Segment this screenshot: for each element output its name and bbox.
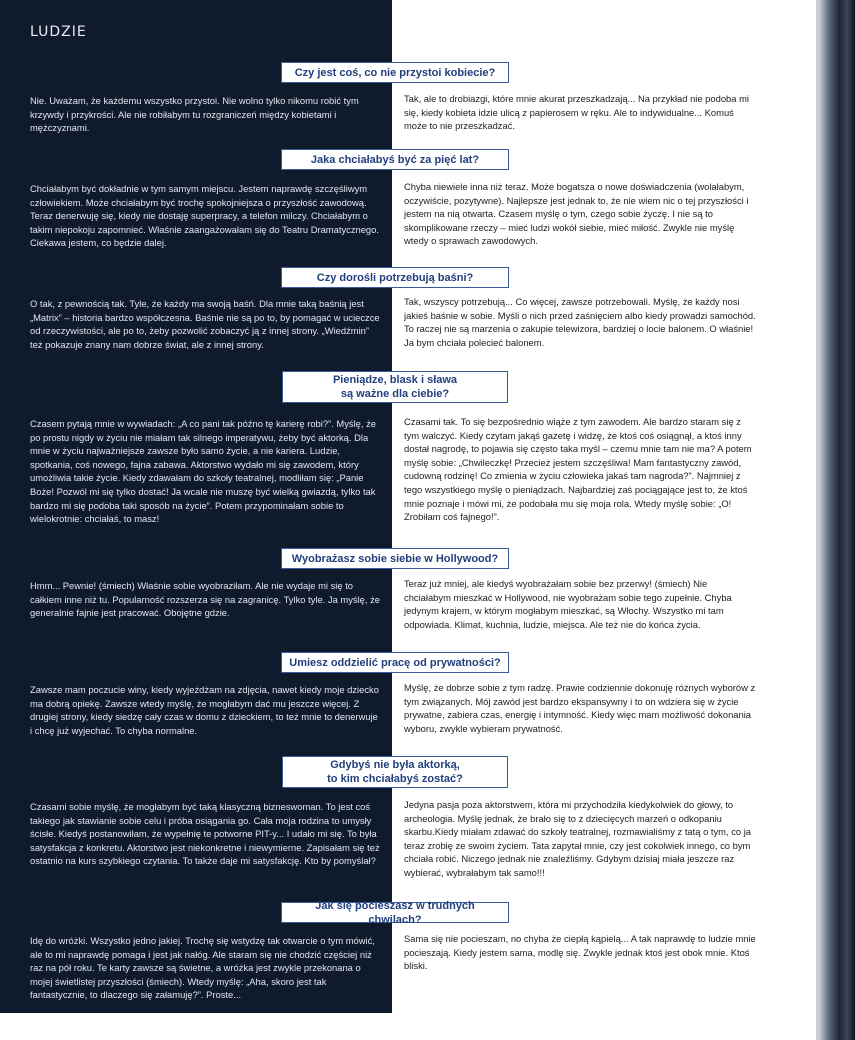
question-4-line-1: Pieniądze, blask i sława xyxy=(332,374,458,386)
question-1-line-1: Czy jest coś, co nie przystoi kobiecie? xyxy=(294,66,496,79)
question-1 xyxy=(281,62,509,83)
answer-4-right: Czasami tak. To się bezpośrednio wiąże z tym zawodem. Ale bardzo staram się z tym walczyć. Kiedy czytam jakąś gazetę i widzę, że ktoś coś osiągnął, a ktoś inny dostał nagrodę, to pojawia się często taka myśl – czemu mnie tam nie ma? A potem myślę sobie: „Chwileczkę! Przecież jestem szczęśliwa! Mam fantastyczny zawód, cudowną rodzinę! Co zmienia w życiu człowieka jakaś tam nagroda?”. Najmniej z tego wszystkiego myślę o pieniądzach. Najbardziej zaś pociągające jest to, że ktoś mnie poznaje i mówi mi, że podobała mu się moja rola. Wtedy myślę sobie: „O! Zrobiłam coś fajnego!”. xyxy=(404,416,752,523)
answer-2-left: Chciałabym być dokładnie w tym samym miejscu. Jestem naprawdę szczęśliwym człowiekiem. Może chciałabym być trochę spokojniejsza o przyszłość zawodową. Teraz denerwuję się, kiedy nie dostaję superpracy, a telefon milczy. Chciałabym o takim niepokoju zapomnieć. Właśnie zaangażowałam się do Teatru Dramatycznego. Ciekawa jestem, co będzie dalej. xyxy=(30,183,379,249)
question-6-line-1: Umiesz oddzielić pracę od prywatności? xyxy=(289,656,501,669)
answer-7-right: Jedyna pasja poza aktorstwem, która mi przychodziła kiedykolwiek do głowy, to archeologia. Myślę jednak, że brało się to z dziecięcych marzeń o odkopaniu skarbu.Kiedy miałam zdawać do szkoły teatralnej, rozmawialiśmy z tatą o tym, co ja teraz zrobię ze swoim życiem. Tata zapytał mnie, czy jest cokolwiek innego, co bym chciała robić. Niczego jednak nie znaleźliśmy. Gdybym dzisiaj miała jeszcze raz wybierać, wybrałabym tak samo!!! xyxy=(404,799,752,878)
answer-5-left: Hmm... Pewnie! (śmiech) Właśnie sobie wyobraziłam. Ale nie wydaje mi się to całkiem inne niż tu. Popularność rozszerza się na zagranicę. Tylko tyle. Ja myślę, że generalnie fajnie jest pracować. Obojętne gdzie. xyxy=(30,580,380,619)
question-5 xyxy=(281,548,509,569)
question-2 xyxy=(281,149,509,170)
question-6 xyxy=(281,652,509,673)
answer-2-right: Chyba niewiele inna niż teraz. Może bogatsza o nowe doświadczenia (wolałabym, oczywiście, pozytywne). Najlepsze jest jednak to, że nie wiem nic o tej przyszłości i jestem na nią otwarta. Czasem myślę o tym, czego sobie życzę. I nie są to skomplikowane rzeczy – mieć ludzi wokół siebie, mieć miłość. Zwykle nie myślę wtedy o sprawach zawodowych. xyxy=(404,181,749,247)
answer-1-left: Nie. Uważam, że każdemu wszystko przystoi. Nie wolno tylko nikomu robić tym krzywdy i przykrości. Ale nie robiłabym tu rozgraniczeń między kobietami i mężczyznami. xyxy=(30,95,359,134)
question-8-line-1: Jak się pocieszasz w trudnych chwilach? xyxy=(315,899,475,926)
answer-3-left: O tak, z pewnością tak. Tyle, że każdy ma swoją baśń. Dla mnie taką baśnią jest „Matrix” – historia bardzo współczesna. Baśnie nie są po to, by pomagać w ucieczce od rzeczywistości, ale po to, żeby pozwolić zobaczyć ją z innej strony. „Wiedźmin” też pokazuje znany nam dobrze świat, ale z innej strony. xyxy=(30,298,380,350)
question-2-line-1: Jaka chciałabyś być za pięć lat? xyxy=(310,153,480,166)
answer-7-left: Czasami sobie myślę, że mogłabym być taką klasyczną bizneswoman. To jest coś takiego jak stawianie sobie celu i próba osiągania go. Cała moja rodzina to umysły ścisłe. Kiedyś postanowiłam, że wypełnię te potworne PIT-y... I udało mi się. To była satysfakcja z konkretu. Aktorstwo jest niekonkretne i niewymierne. Zapisałam się też ostatnio na kurs szybkiego czytania. To także daje mi satysfakcję. Kto by pomyślał? xyxy=(30,801,380,867)
answer-3-right: Tak, wszyscy potrzebują... Co więcej, zawsze potrzebowali. Myślę, że każdy nosi jakieś baśnie w sobie. Myśli o nich przed zaśnięciem albo kiedy prowadzi samochód. To raczej nie są marzenia o zakupie telewizora, bardziej o locie balonem. O właśnie! Ja bym chciała polecieć balonem. xyxy=(404,296,756,348)
answer-6-left: Zawsze mam poczucie winy, kiedy wyjeżdżam na zdjęcia, nawet kiedy moje dziecko ma dobrą opiekę. Zawsze wtedy myślę, że mogłabym dać mu jeszcze więcej. Z drugiej strony, kiedy siedzę cały czas w domu z dzieckiem, to też mnie to denerwuje i chcę już wyjechać. To chyba normalne. xyxy=(30,684,379,736)
question-4-line-2: są ważne dla ciebie? xyxy=(340,388,450,400)
next-page-photo-edge xyxy=(816,0,855,1040)
question-7 xyxy=(282,756,508,788)
section-label: LUDZIE xyxy=(30,24,87,40)
question-4 xyxy=(282,371,508,403)
answer-8-left: Idę do wróżki. Wszystko jedno jakiej. Trochę się wstydzę tak otwarcie o tym mówić, ale to mi naprawdę pomaga i jest jak nałóg. Ale staram się nie chodzić częściej niż raz na pół roku. Te karty zawsze są świetne, a wróżka jest zwykle przekonana o mojej świetlistej przyszłości (śmiech). Wtedy myślę: „Aha, skoro jest tak fantastycznie, to dlaczego się załamuję?”. Proste... xyxy=(30,935,375,1001)
question-5-line-1: Wyobrażasz sobie siebie w Hollywood? xyxy=(291,552,499,565)
answer-8-right: Sama się nie pocieszam, no chyba że ciepłą kąpielą... A tak naprawdę to ludzie mnie pocieszają. Kiedy jestem sama, modlę się. Zwykle jednak ktoś jest obok mnie. Ktoś bliski. xyxy=(404,933,756,972)
bottom-margin xyxy=(0,1013,392,1040)
answer-1-right: Tak, ale to drobiazgi, które mnie akurat przeszkadzają... Na przykład nie podoba mi się, kiedy kobieta idzie ulicą z papierosem w ręku. Ale to indywidualne... Komuś może to nie przeszkadzać. xyxy=(404,93,749,132)
answer-6-right: Myślę, że dobrze sobie z tym radzę. Prawie codziennie dokonuję różnych wyborów z tym związanych. Mój zawód jest bardzo ekspansywny i to on wdziera się w życie prywatne, zabiera czas, energię i intymność. Kiedy więc mam możliwość dokonania wyboru, zwykle wybieram prywatność. xyxy=(404,682,756,734)
question-7-line-1: Gdybyś nie była aktorką, xyxy=(330,759,460,771)
answer-5-right: Teraz już mniej, ale kiedyś wyobrażałam sobie bez przerwy! (śmiech) Nie chciałabym mieszkać w Hollywood, nie wyobrażam sobie tego zupełnie. Chyba jedynym krajem, w którym mogłabym mieszkać, są Włochy. Wszystko mi tam odpowiada. Klimat, kuchnia, ludzie, miejsca. Ale też nie do końca życia. xyxy=(404,578,732,630)
question-8 xyxy=(281,899,509,926)
answer-4-left: Czasem pytają mnie w wywiadach: „A co pani tak późno tę karierę robi?”. Myślę, że po prostu nigdy w życiu nie miałam tak silnego imperatywu, żeby być aktorką. Dla mnie w życiu najważniejsze zawsze było samo życie, a nie kariera. Ludzie, spotkania, coś nowego, fajna zabawa. Aktorstwo wydało mi się zawodem, który umożliwia takie życie. Kiedy zdawałam do szkoły teatralnej, modliłam się: „Panie Boże! Pozwól mi się tylko dostać! Ja wcale nie muszę być wielką gwiazdą, tylko tak bardzo mi się podoba taki sposób na życie”. Potem przypominałam sobie to wielokrotnie: chciałaś, to masz! xyxy=(30,418,376,525)
question-3 xyxy=(281,267,509,288)
question-7-line-2: to kim chciałabyś zostać? xyxy=(327,773,463,785)
question-3-line-1: Czy dorośli potrzebują baśni? xyxy=(316,271,474,284)
